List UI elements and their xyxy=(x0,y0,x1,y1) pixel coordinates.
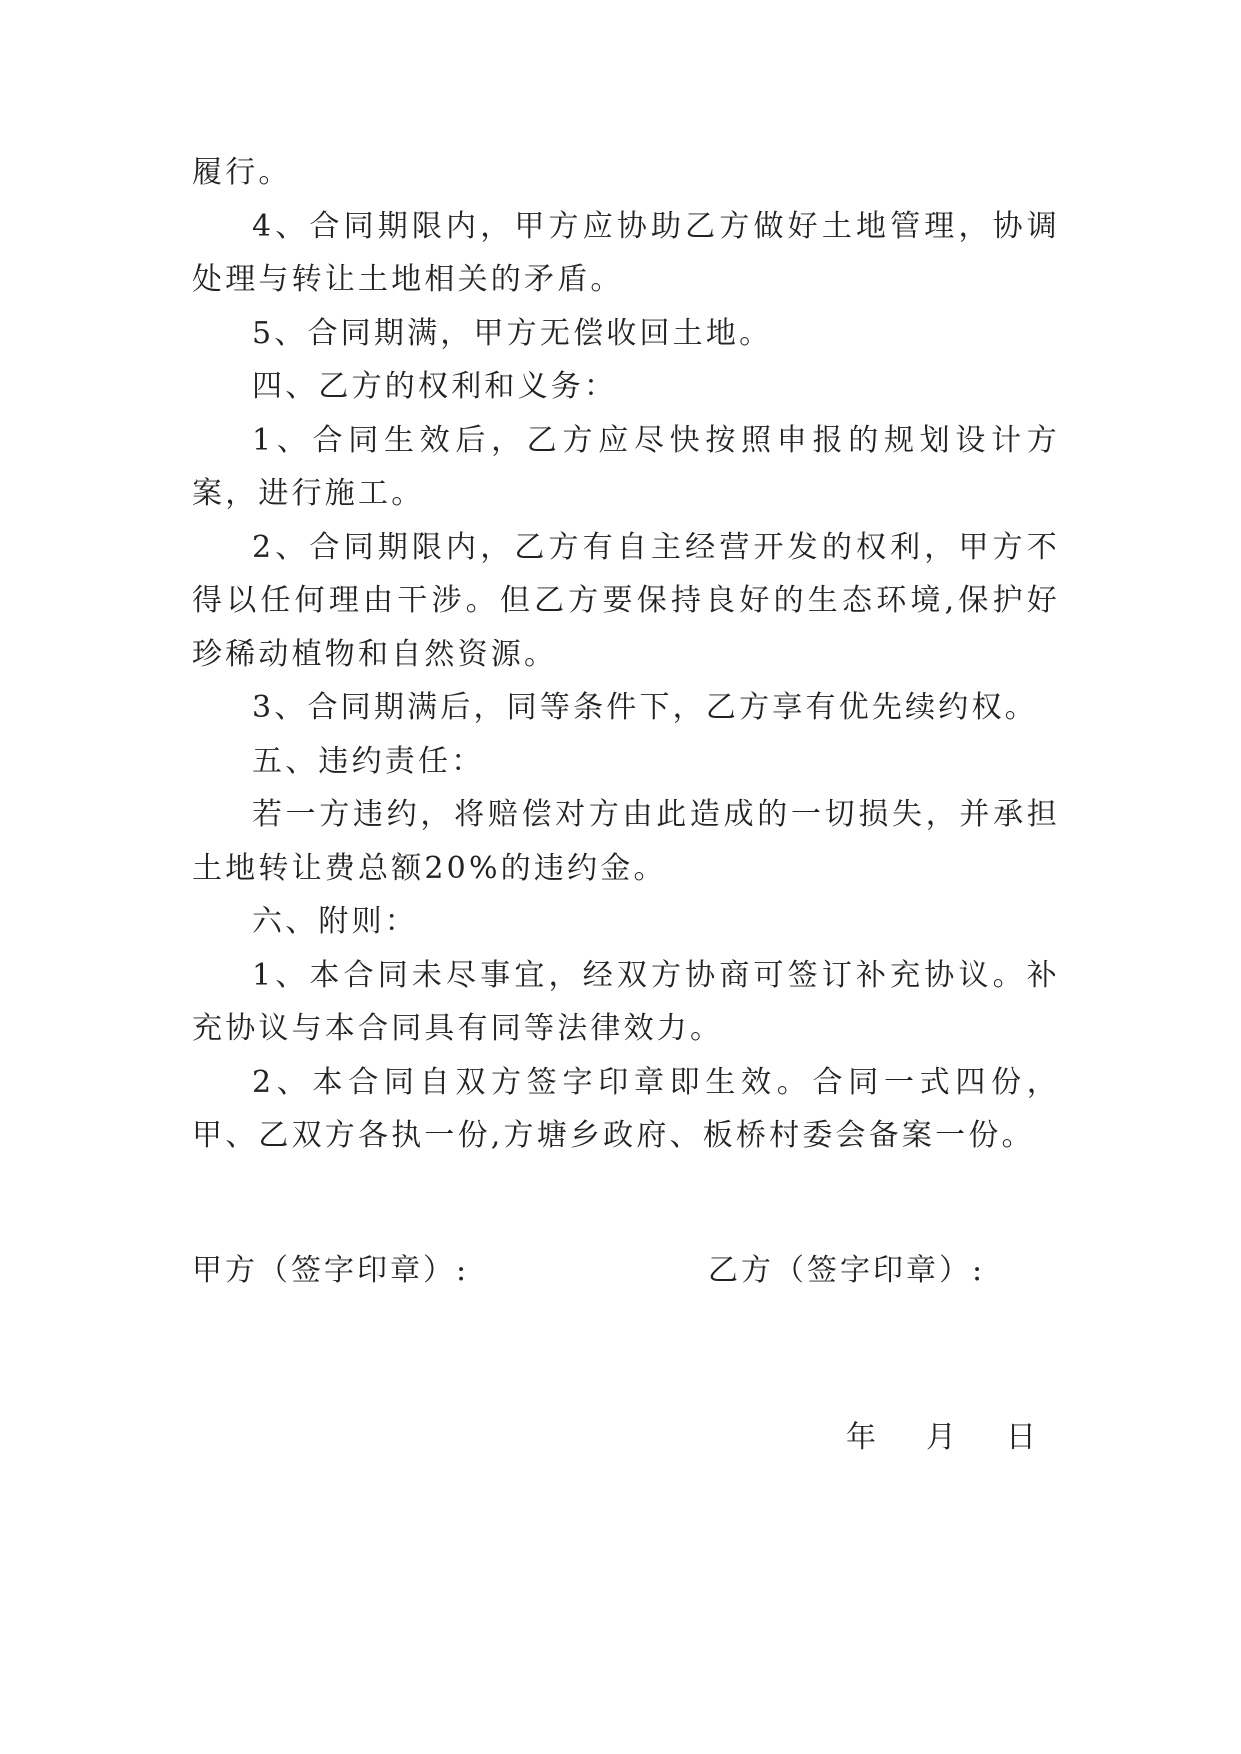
date-year-label: 年 xyxy=(846,1420,876,1455)
contract-paragraph: 2、合同期限内，乙方有自主经营开发的权利，甲方不得以任何理由干涉。但乙方要保持良好的生态环境,保护好珍稀动植物和自然资源。 xyxy=(192,529,1060,672)
party-b-signature-label: 乙方（签字印章）: xyxy=(708,1253,986,1288)
date-day-label: 日 xyxy=(1006,1420,1036,1455)
contract-paragraph: 履行。 xyxy=(192,155,292,190)
section-heading: 六、附则： xyxy=(252,904,418,939)
contract-paragraph: 1、本合同未尽事宜，经双方协商可签订补充协议。补充协议与本合同具有同等法律效力。 xyxy=(192,957,1060,1046)
section-heading: 五、违约责任： xyxy=(252,743,485,779)
contract-paragraph: 4、合同期限内，甲方应协助乙方做好土地管理，协调处理与转让土地相关的矛盾。 xyxy=(192,208,1060,297)
section-heading: 四、乙方的权利和义务： xyxy=(252,369,618,404)
contract-paragraph: 2、本合同自双方签字印章即生效。合同一式四份，甲、乙双方各执一份,方塘乡政府、板桥村委会备案一份。 xyxy=(192,1064,1060,1153)
contract-body xyxy=(192,146,1060,1163)
signing-date xyxy=(846,1412,1066,1472)
contract-paragraph: 5、合同期满，甲方无偿收回土地。 xyxy=(252,315,773,351)
contract-paragraph: 3、合同期满后，同等条件下，乙方享有优先续约权。 xyxy=(252,690,1038,725)
party-a-signature-label: 甲方（签字印章）: xyxy=(192,1253,470,1288)
contract-paragraph: 若一方违约，将赔偿对方由此造成的一切损失，并承担土地转让费总额20%的违约金。 xyxy=(192,797,1060,886)
signature-row xyxy=(192,1245,1060,1305)
date-month-label: 月 xyxy=(926,1420,956,1455)
contract-paragraph: 1、合同生效后，乙方应尽快按照申报的规划设计方案，进行施工。 xyxy=(192,422,1060,511)
